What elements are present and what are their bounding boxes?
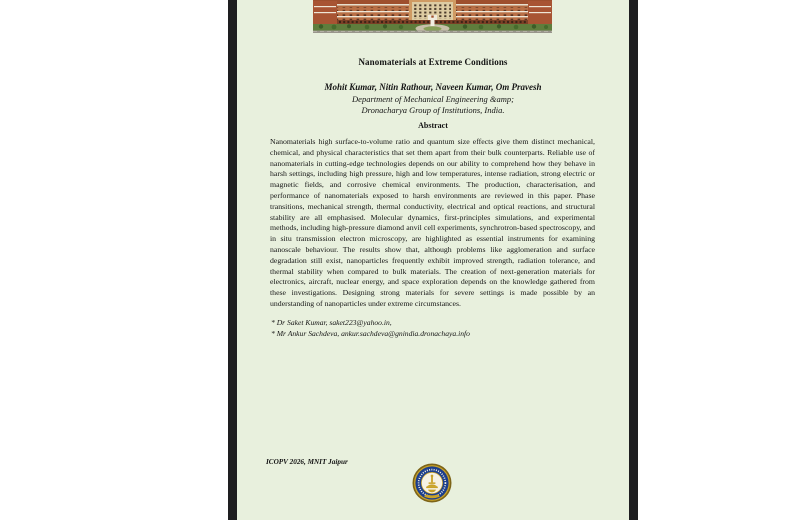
authors-line: Mohit Kumar, Nitin Rathour, Naveen Kumar, Om Pravesh xyxy=(324,82,542,92)
conference-footer: ICOPV 2026, MNIT Jaipur xyxy=(266,458,348,466)
paper-page xyxy=(228,0,638,520)
institute-seal-logo xyxy=(412,463,452,503)
paper-content xyxy=(237,0,629,520)
footnote-corresponding-author-2: * Mr Ankur Sachdeva, ankur.sachdeva@gnindia.dronachaya.info xyxy=(271,329,470,338)
abstract-heading: Abstract xyxy=(418,121,448,130)
abstract-paragraph: Nanomaterials high surface-to-volume ratio and quantum size effects give them distinct mechanical, chemical, and physical characteristics that set them apart from their bulk counterparts. Reliable use of nanomaterials in cutting-edge technologies depends on our ability to comprehend how they behave in harsh settings, including high pressure, high and low temperatures, intense radiation, strong electric or magnetic fields, and corrosive chemical environments. The production, characterisation, and performance of nanomaterials exposed to harsh environments are reviewed in this paper. Phase transitions, mechanical strength, thermal conductivity, electrical and optical reactions, and structural stability are all emphasised. Molecular dynamics, first-principles simulations, and experimental methods, including high-pressure diamond anvil cell experiments, synchrotron-based spectroscopy, and in situ transmission electron microscopy, are highlighted as essential instruments for examining nanoscale behaviour. The results show that, although problems like agglomeration and surface degradation still exist, nanoparticles frequently exhibit improved strength, radiation tolerance, and thermal stability when compared to bulk materials. The creation of next-generation materials for electronics, aircraft, nuclear energy, and space exploration depends on the knowledge gathered from these investigations. Designing strong materials for severe settings is made possible by an understanding of nanoparticles under extreme circumstances. xyxy=(270,137,595,308)
author-footnotes xyxy=(271,317,601,339)
footnote-corresponding-author-1: * Dr Saket Kumar, saket223@yahoo.in, xyxy=(271,318,392,327)
campus-photo xyxy=(313,0,552,33)
institute-seal-icon xyxy=(412,463,452,503)
affiliation-institution: Dronacharya Group of Institutions, India. xyxy=(361,105,505,115)
affiliation-department: Department of Mechanical Engineering &amp; xyxy=(352,94,514,104)
paper-title: Nanomaterials at Extreme Conditions xyxy=(358,57,508,67)
campus-photo-illustration xyxy=(313,0,552,33)
